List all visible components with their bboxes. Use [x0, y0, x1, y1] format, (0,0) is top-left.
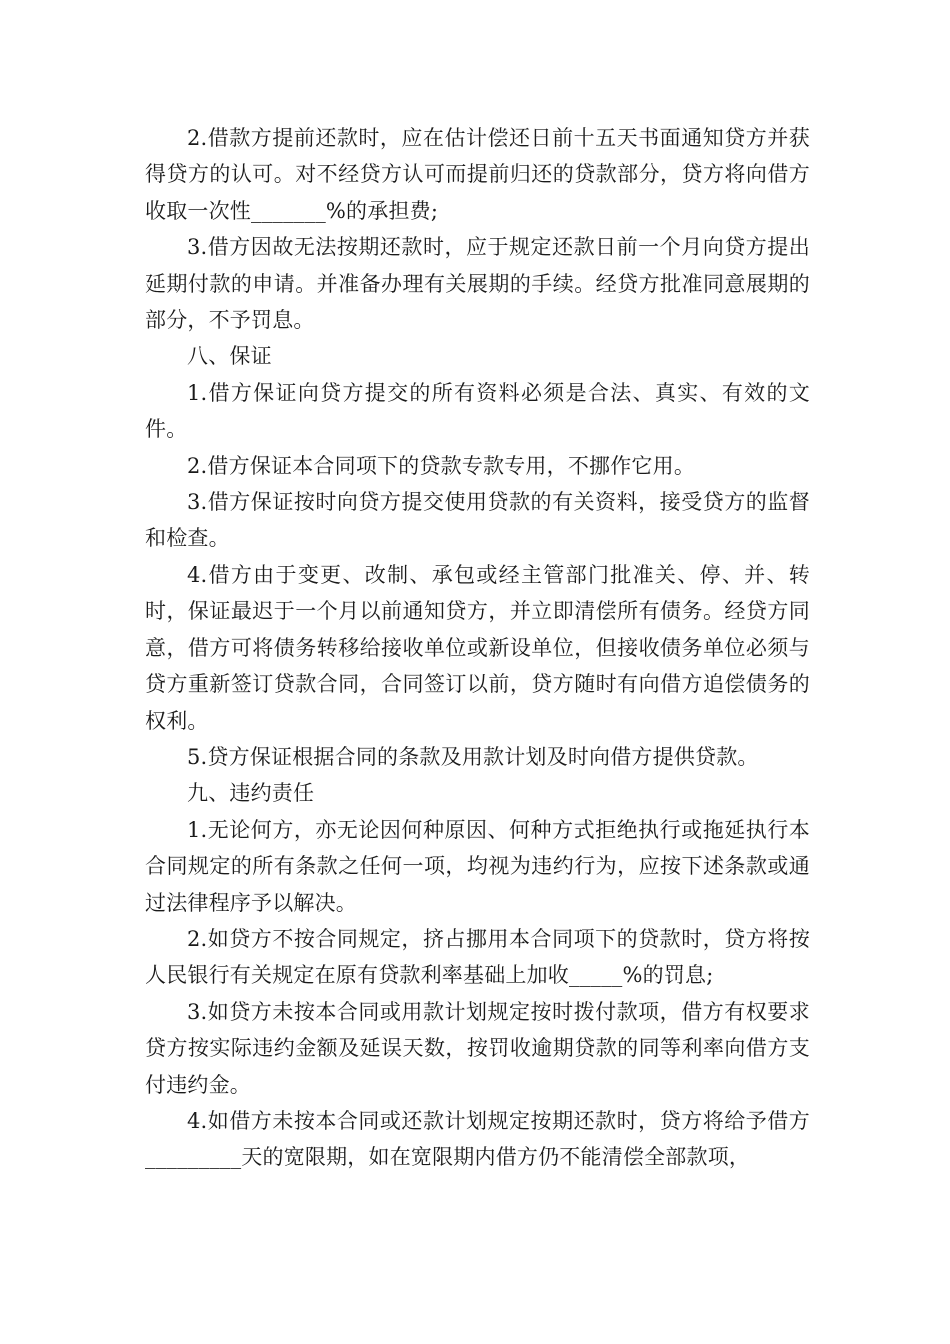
clause-extension-request: 3.借方因故无法按期还款时，应于规定还款日前一个月向贷方提出延期付款的申请。并准备办理有关展期的手续。经贷方批准同意展期的部分，不予罚息。 [145, 235, 810, 333]
clause-liability-3: 3.如贷方未按本合同或用款计划规定按时拨付款项，借方有权要求贷方按实际违约金额及延误天数，按罚收逾期贷款的同等利率向借方支付违约金。 [145, 999, 810, 1097]
clause-liability-2: 2.如贷方不按合同规定，挤占挪用本合同项下的贷款时，贷方将按人民银行有关规定在原有贷款利率基础上加收_____%的罚息; [145, 926, 810, 988]
clause-liability-1: 1.无论何方，亦无论因何种原因、何种方式拒绝执行或拖延执行本合同规定的所有条款之任何一项，均视为违约行为，应按下述条款或通过法律程序予以解决。 [145, 817, 810, 915]
clause-guarantee-4: 4.借方由于变更、改制、承包或经主管部门批准关、停、并、转时，保证最迟于一个月以前通知贷方，并立即清偿所有债务。经贷方同意，借方可将债务转移给接收单位或新设单位，但接收债务单位必须与贷方重新签订贷款合同，合同签订以前，贷方随时有向借方追偿债务的权利。 [145, 562, 810, 733]
section-heading-liability: 九、违约责任 [187, 781, 315, 806]
document-page [145, 120, 810, 1176]
clause-liability-4: 4.如借方未按本合同或还款计划规定按期还款时，贷方将给予借方_________天的宽限期，如在宽限期内借方仍不能清偿全部款项， [145, 1108, 810, 1170]
clause-guarantee-1: 1.借方保证向贷方提交的所有资料必须是合法、真实、有效的文件。 [145, 380, 810, 442]
section-heading-guarantee: 八、保证 [187, 344, 272, 369]
clause-guarantee-5: 5.贷方保证根据合同的条款及用款计划及时向借方提供贷款。 [187, 744, 759, 769]
clause-prepayment-notice: 2.借款方提前还款时，应在估计偿还日前十五天书面通知贷方并获得贷方的认可。对不经贷方认可而提前归还的贷款部分，贷方将向借方收取一次性_______%的承担费; [145, 126, 810, 223]
clause-guarantee-2: 2.借方保证本合同项下的贷款专款专用，不挪作它用。 [187, 453, 696, 478]
clause-guarantee-3: 3.借方保证按时向贷方提交使用贷款的有关资料，接受贷方的监督和检查。 [145, 490, 810, 551]
